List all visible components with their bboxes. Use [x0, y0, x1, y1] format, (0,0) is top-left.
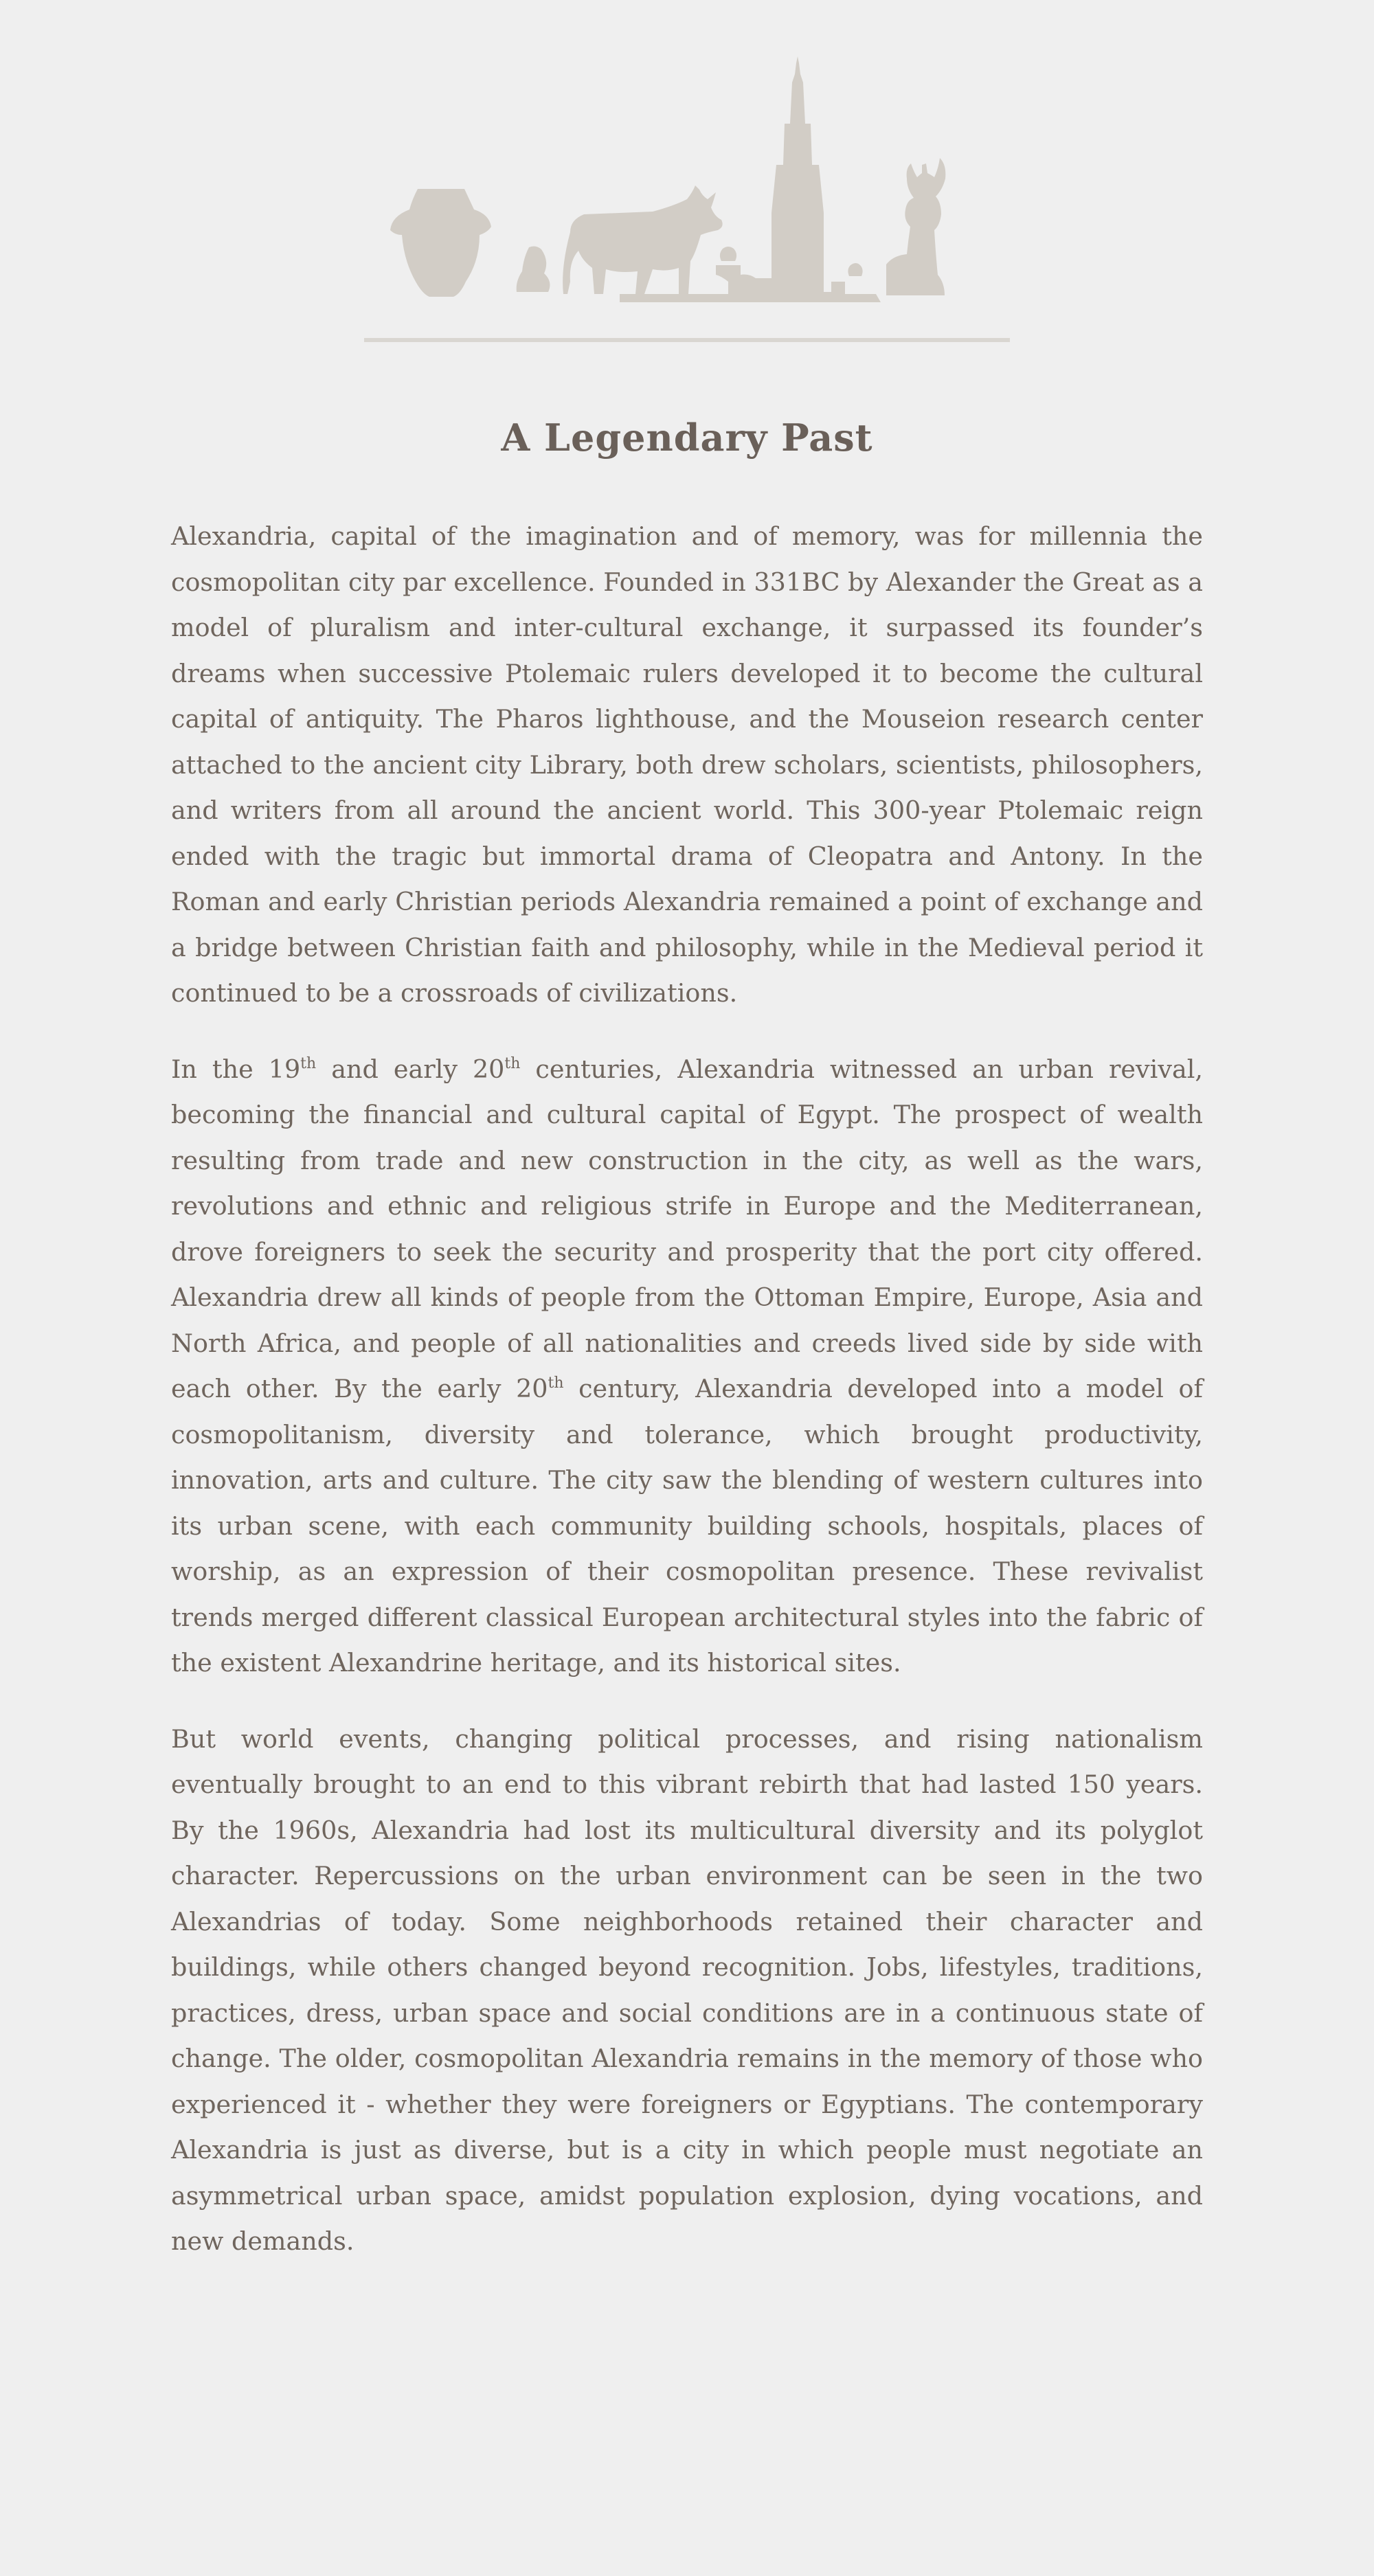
header-banner [364, 55, 1010, 343]
text-segment: century, Alexandria developed into a model of cosmopolitanism, diversity and tolerance, which brought productivity, innovation, arts and culture. The city saw the blending of western cultures into its urban scene, with each community building schools, hospitals, places of worship, as an expression of their cosmopolitan presence. These revivalist trends merged different classical European architectural styles into the fabric of the existent Alexandrine heritage, and its historical sites. [171, 1374, 1203, 1677]
text-segment: and early 20 [316, 1054, 505, 1084]
amphora-icon [390, 189, 491, 297]
paragraph-modern-revival [171, 1047, 1203, 1686]
ordinal-suffix: th [300, 1054, 317, 1072]
antiquities-silhouette-icon [364, 55, 1010, 343]
paragraph-decline: But world events, changing political processes, and rising nationalism eventually brought to an end to this vibrant rebirth that had lasted 150 years. By the 1960s, Alexandria had lost its multicultural diversity and its polyglot character. Repercussions on the urban environment can be seen in the two Alexandrias of today. Some neighborhoods retained their character and buildings, while others changed beyond recognition. Jobs, lifestyles, traditions, practices, dress, urban space and social conditions are in a continuous state of change. The older, cosmopolitan Alexandria remains in the memory of those who experienced it - whether they were foreigners or Egyptians. The contemporary Alexandria is just as diverse, but is a city in which people must negotiate an asymmetrical urban space, amidst population explosion, dying vocations, and new demands. [171, 1724, 1203, 2256]
small-jar-icon-2 [848, 263, 862, 276]
bull-icon [563, 185, 723, 294]
small-jar-icon [720, 247, 736, 261]
ordinal-suffix: th [504, 1054, 521, 1072]
divider-line [364, 338, 1010, 342]
article-body [171, 514, 1203, 2295]
paragraph-ancient: Alexandria, capital of the imagination and of memory, was for millennia the cosmopolitan city par excellence. Founded in 331BC by Alexander the Great as a model of pluralism and inter-cultural exchange, it surpassed its founder’s dreams when successive Ptolemaic rulers developed it to become the cultural capital of antiquity. The Pharos lighthouse, and the Mouseion research center attached to the ancient city Library, both drew scholars, scientists, philosophers, and writers from all around the ancient world. This 300-year Ptolemaic reign ended with the tragic but immortal drama of Cleopatra and Antony. In the Roman and early Christian periods Alexandria remained a point of exchange and a bridge between Christian faith and philosophy, while in the Medieval period it continued to be a crossroads of civilizations. [171, 521, 1203, 1008]
ordinal-suffix: th [548, 1375, 564, 1392]
text-segment: In the 19 [171, 1054, 301, 1084]
page-title: A Legendary Past [501, 416, 873, 460]
text-segment: centuries, Alexandria witnessed an urban revival, becoming the financial and cultural capital of Egypt. The prospect of wealth resulting from trade and new construction in the city, as well as the wars, revolutions and ethnic and religious strife in Europe and the Mediterranean, drove foreigners to seek the security and prosperity that the port city offered. Alexandria drew all kinds of people from the Ottoman Empire, Europe, Asia and North Africa, and people of all nationalities and creeds lived side by side with each other. By the early 20 [171, 1054, 1203, 1403]
lighthouse-icon [772, 56, 824, 292]
seated-figure-icon [517, 247, 550, 292]
plinth-icon [620, 265, 881, 302]
goddess-figure-icon [886, 158, 945, 295]
